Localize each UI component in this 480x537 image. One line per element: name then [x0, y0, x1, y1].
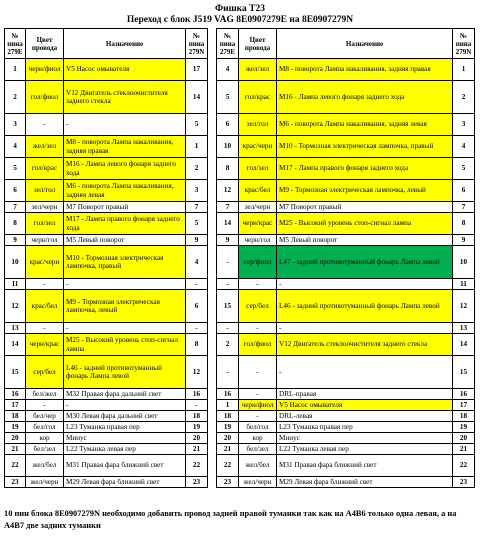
table-row [5, 235, 475, 246]
pin-279n-cell-right: 5 [453, 158, 475, 180]
pin-279n-cell-right: 1 [453, 59, 475, 81]
pin-279e-cell-right: - [217, 323, 239, 334]
wire-color-cell-right: гол/крас [239, 81, 277, 114]
pin-279n-cell: 18 [186, 411, 208, 422]
purpose-cell-right: Минус [277, 433, 453, 444]
purpose-cell-right: M6 - поворота Лампа накаливания, задняя левая [277, 114, 453, 136]
table-row [5, 477, 475, 488]
pin-279n-cell-right: 3 [453, 114, 475, 136]
purpose-cell: M25 - Высокий уровень стоп-сигнал лампа [64, 334, 186, 356]
purpose-cell: - [64, 400, 186, 411]
column-gap [208, 433, 217, 444]
wire-color-cell: жел/черн [26, 477, 64, 488]
pin-279e-cell: 13 [5, 323, 26, 334]
purpose-cell-right: DRL-правая [277, 389, 453, 400]
wire-color-cell-right: кор [239, 433, 277, 444]
column-gap [208, 400, 217, 411]
pin-279n-cell: 8 [186, 334, 208, 356]
header-wire-color: Цвет провода [26, 29, 64, 59]
table-header-row [5, 29, 475, 59]
purpose-cell-right: L23 Туманка правая пер [277, 422, 453, 433]
pin-279n-cell-right: 15 [453, 356, 475, 389]
wire-color-cell: жел/зел [26, 136, 64, 158]
pin-279n-cell-right: 2 [453, 81, 475, 114]
purpose-cell: - [64, 323, 186, 334]
header-pin-279e: № пина 279E [5, 29, 26, 59]
column-gap [208, 444, 217, 455]
table-row [5, 114, 475, 136]
table-row [5, 202, 475, 213]
pin-279n-cell: 14 [186, 81, 208, 114]
pin-279e-cell-right: 6 [217, 114, 239, 136]
wire-color-cell: кор [26, 433, 64, 444]
purpose-cell-right: V5 Насос омывателя [277, 400, 453, 411]
pin-279n-cell-right: 7 [453, 202, 475, 213]
pin-279e-cell: 9 [5, 235, 26, 246]
wire-color-cell-right: - [239, 323, 277, 334]
pin-279n-cell-right: 21 [453, 444, 475, 455]
wire-color-cell: зел/гол [26, 180, 64, 202]
table-row [5, 213, 475, 235]
header-purpose-right: Назначение [277, 29, 453, 59]
wire-color-cell-right: сер/бел [239, 290, 277, 323]
wire-color-cell-right: крас/черн [239, 136, 277, 158]
table-row [5, 433, 475, 444]
purpose-cell: M29 Левая фара ближний свет [64, 477, 186, 488]
wire-color-cell-right: - [239, 356, 277, 389]
purpose-cell-right: - [277, 356, 453, 389]
pin-279e-cell: 22 [5, 455, 26, 477]
table-row [5, 455, 475, 477]
purpose-cell-right: M16 - Лампа левого фонаря заднего хода [277, 81, 453, 114]
purpose-cell: M7 Поворот правый [64, 202, 186, 213]
pin-279e-cell: 12 [5, 290, 26, 323]
purpose-cell-right: M17 - Лампа правого фонаря заднего хода [277, 158, 453, 180]
wire-color-cell: - [26, 114, 64, 136]
pin-279e-cell-right: 23 [217, 477, 239, 488]
pin-279n-cell: 17 [186, 59, 208, 81]
table-row [5, 400, 475, 411]
column-gap [208, 213, 217, 235]
wire-color-cell-right: черн/крас [239, 213, 277, 235]
column-gap [208, 422, 217, 433]
pin-279e-cell-right: 15 [217, 290, 239, 323]
wire-color-cell-right: гол/фиол [239, 334, 277, 356]
pin-279n-cell: 1 [186, 136, 208, 158]
wire-color-cell: - [26, 400, 64, 411]
purpose-cell: M9 - Тормозная электрическая лампочка, левый [64, 290, 186, 323]
pin-279n-cell-right: 16 [453, 389, 475, 400]
pin-279e-cell: 19 [5, 422, 26, 433]
column-gap [208, 455, 217, 477]
wire-color-cell-right: жел/зел [239, 59, 277, 81]
wire-color-cell-right: жел/бел [239, 455, 277, 477]
header-purpose: Назначение [64, 29, 186, 59]
wire-color-cell: бел/зел [26, 444, 64, 455]
purpose-cell: M6 - поворота Лампа накаливания, задняя левая [64, 180, 186, 202]
wire-color-cell: черн/гол [26, 235, 64, 246]
pin-279n-cell-right: 4 [453, 136, 475, 158]
wire-color-cell-right: черн/гол [239, 235, 277, 246]
purpose-cell-right: - [277, 323, 453, 334]
purpose-cell-right: V12 Двигатель стеклоочистителя заднего стекла [277, 334, 453, 356]
pin-279n-cell: 21 [186, 444, 208, 455]
pin-279e-cell-right: 12 [217, 180, 239, 202]
purpose-cell-right: M29 Левая фара ближний свет [277, 477, 453, 488]
purpose-cell-right: M25 - Высокий уровень стоп-сигнал лампа [277, 213, 453, 235]
pin-279e-cell-right: 4 [217, 59, 239, 81]
pin-279n-cell-right: 13 [453, 323, 475, 334]
wire-color-cell-right: зел/черн [239, 202, 277, 213]
purpose-cell-right: M8 - поворота Лампа накаливания, задняя правая [277, 59, 453, 81]
wire-color-cell: гол/зел [26, 213, 64, 235]
pin-279e-cell-right: 9 [217, 235, 239, 246]
pin-279n-cell-right: 12 [453, 290, 475, 323]
pin-279n-cell: 2 [186, 158, 208, 180]
wire-color-cell-right: бел/гол [239, 422, 277, 433]
wire-color-cell-right: зел/гол [239, 114, 277, 136]
purpose-cell: - [64, 114, 186, 136]
wire-color-cell: бел/жел [26, 389, 64, 400]
wire-color-cell: бел/гол [26, 422, 64, 433]
column-gap [208, 411, 217, 422]
pin-279n-cell: 4 [186, 246, 208, 279]
purpose-cell-right: M5 Левый поворот [277, 235, 453, 246]
pin-279n-cell: 22 [186, 455, 208, 477]
column-gap [208, 235, 217, 246]
pin-279e-cell-right: 2 [217, 334, 239, 356]
wire-color-cell-right: - [239, 279, 277, 290]
wire-color-cell-right: черн/фиол [239, 400, 277, 411]
pin-279n-cell: 9 [186, 235, 208, 246]
pin-279e-cell-right: - [217, 246, 239, 279]
pin-279e-cell-right: 1 [217, 400, 239, 411]
purpose-cell-right: L22 Туманка левая пер [277, 444, 453, 455]
purpose-cell-right: M7 Поворот правый [277, 202, 453, 213]
pin-279n-cell-right: 10 [453, 246, 475, 279]
wire-color-cell: бел/чер [26, 411, 64, 422]
purpose-cell: V12 Двигатель стеклоочистителя заднего стекла [64, 81, 186, 114]
title-line-1: Фишка T23 [215, 4, 265, 14]
pin-279e-cell-right: 22 [217, 455, 239, 477]
wire-color-cell: гол/крас [26, 158, 64, 180]
wire-color-cell: - [26, 323, 64, 334]
table-row [5, 422, 475, 433]
purpose-cell: L46 - задний противотуманный фонарь Лампа левой [64, 356, 186, 389]
table-row [5, 323, 475, 334]
column-gap [208, 477, 217, 488]
pin-279e-cell-right: 8 [217, 158, 239, 180]
wire-color-cell-right: бел/зел [239, 444, 277, 455]
pin-279e-cell: 17 [5, 400, 26, 411]
pin-279e-cell: 8 [5, 213, 26, 235]
pin-279n-cell: - [186, 323, 208, 334]
pin-279n-cell-right: 6 [453, 180, 475, 202]
pin-279n-cell: 6 [186, 290, 208, 323]
column-gap [208, 279, 217, 290]
pin-279n-cell: - [186, 279, 208, 290]
table-row [5, 356, 475, 389]
wire-color-cell: черн/фиол [26, 59, 64, 81]
pin-279e-cell: 2 [5, 81, 26, 114]
purpose-cell: M10 - Тормозная электрическая лампочка, правый [64, 246, 186, 279]
purpose-cell-right: - [277, 279, 453, 290]
pin-279e-cell: 11 [5, 279, 26, 290]
pin-279e-cell: 15 [5, 356, 26, 389]
table-row [5, 389, 475, 400]
column-gap [208, 29, 217, 59]
pin-279e-cell: 14 [5, 334, 26, 356]
purpose-cell: L23 Туманка правая пер [64, 422, 186, 433]
pin-279n-cell-right: 14 [453, 334, 475, 356]
purpose-cell: L22 Туманка левая пер [64, 444, 186, 455]
pin-279e-cell-right: 7 [217, 202, 239, 213]
column-gap [208, 81, 217, 114]
pin-279n-cell: 7 [186, 202, 208, 213]
purpose-cell: M17 - Лампа правого фонаря заднего хода [64, 213, 186, 235]
pin-279e-cell-right: 19 [217, 422, 239, 433]
purpose-cell-right: L46 - задний противотуманный фонарь Лампа левой [277, 290, 453, 323]
pin-279e-cell-right: 20 [217, 433, 239, 444]
purpose-cell-right: L47 - задний противотуманный фонарь Лампа левой [277, 246, 453, 279]
purpose-cell: M8 - поворота Лампа накаливания, задняя правая [64, 136, 186, 158]
column-gap [208, 356, 217, 389]
pin-279n-cell-right: 23 [453, 477, 475, 488]
wire-color-cell-right: жел/черн [239, 477, 277, 488]
pin-279e-cell: 16 [5, 389, 26, 400]
pin-279n-cell: 5 [186, 213, 208, 235]
column-gap [208, 389, 217, 400]
wire-color-cell-right: - [239, 389, 277, 400]
pin-279n-cell-right: 8 [453, 213, 475, 235]
pin-279n-cell: 23 [186, 477, 208, 488]
purpose-cell-right: M9 - Тормозная электрическая лампочка, левый [277, 180, 453, 202]
wire-color-cell: гол/фиол [26, 81, 64, 114]
header-wire-color-right: Цвет провода [239, 29, 277, 59]
header-pin-279e-right: № пина 279E [217, 29, 239, 59]
pin-279n-cell: - [186, 400, 208, 411]
purpose-cell-right: M31 Правая фара ближний свет [277, 455, 453, 477]
pin-279n-cell-right: 9 [453, 235, 475, 246]
pin-279e-cell: 10 [5, 246, 26, 279]
table-row [5, 136, 475, 158]
purpose-cell: V5 Насос омывателя [64, 59, 186, 81]
wire-color-cell-right: гол/зел [239, 158, 277, 180]
table-row [5, 246, 475, 279]
pin-279n-cell-right: 17 [453, 400, 475, 411]
purpose-cell: M32 Правая фара дальний свет [64, 389, 186, 400]
pin-279e-cell: 23 [5, 477, 26, 488]
column-gap [208, 290, 217, 323]
purpose-cell-right: DRL-левая [277, 411, 453, 422]
wire-color-cell: зел/черн [26, 202, 64, 213]
column-gap [208, 136, 217, 158]
purpose-cell: - [64, 279, 186, 290]
pin-279n-cell-right: 11 [453, 279, 475, 290]
table-row [5, 279, 475, 290]
purpose-cell: M16 - Лампа левого фонаря заднего хода [64, 158, 186, 180]
pinout-table [4, 28, 475, 488]
table-row [5, 158, 475, 180]
pin-279e-cell: 6 [5, 180, 26, 202]
pin-279e-cell-right: - [217, 356, 239, 389]
pin-279n-cell: 3 [186, 180, 208, 202]
wire-color-cell-right: - [239, 411, 277, 422]
column-gap [208, 158, 217, 180]
pin-279n-cell-right: 19 [453, 422, 475, 433]
table-row [5, 81, 475, 114]
pin-279n-cell-right: 20 [453, 433, 475, 444]
pin-279e-cell-right: 18 [217, 411, 239, 422]
table-row [5, 59, 475, 81]
pin-279n-cell: 20 [186, 433, 208, 444]
wire-color-cell: - [26, 279, 64, 290]
footnote: 10 пин блока 8E0907279N необходимо добавить провод задней правой туманки так как на A4B6 только одна левая, а на A4B7 две задних туманки [4, 509, 457, 530]
pin-279n-cell: 12 [186, 356, 208, 389]
purpose-cell: M30 Левая фара дальний свет [64, 411, 186, 422]
pin-279e-cell: 4 [5, 136, 26, 158]
table-row [5, 444, 475, 455]
pin-279e-cell-right: 14 [217, 213, 239, 235]
pin-279e-cell-right: 16 [217, 389, 239, 400]
header-pin-279n: № пина 279N [186, 29, 208, 59]
pin-279n-cell: 5 [186, 114, 208, 136]
column-gap [208, 114, 217, 136]
pin-279e-cell-right: - [217, 279, 239, 290]
column-gap [208, 202, 217, 213]
pin-279e-cell: 1 [5, 59, 26, 81]
header-pin-279n-right: № пина 279N [453, 29, 475, 59]
wire-color-cell-right: сер/фиол [239, 246, 277, 279]
pin-279n-cell: 19 [186, 422, 208, 433]
table-row [5, 334, 475, 356]
pin-279e-cell: 5 [5, 158, 26, 180]
column-gap [208, 334, 217, 356]
table-row [5, 290, 475, 323]
pin-279e-cell: 7 [5, 202, 26, 213]
table-row [5, 180, 475, 202]
wire-color-cell: крас/бел [26, 290, 64, 323]
purpose-cell: M31 Правая фара ближний свет [64, 455, 186, 477]
wire-color-cell: сер/бел [26, 356, 64, 389]
purpose-cell-right: M10 - Тормозная электрическая лампочка, правый [277, 136, 453, 158]
pin-279e-cell: 21 [5, 444, 26, 455]
wire-color-cell-right: крас/бел [239, 180, 277, 202]
column-gap [208, 323, 217, 334]
pin-279n-cell-right: 22 [453, 455, 475, 477]
pin-279e-cell: 20 [5, 433, 26, 444]
pin-279e-cell: 3 [5, 114, 26, 136]
table-row [5, 411, 475, 422]
purpose-cell: M5 Левый поворот [64, 235, 186, 246]
document-title [0, 4, 480, 26]
wire-color-cell: жел/бел [26, 455, 64, 477]
column-gap [208, 59, 217, 81]
pin-279e-cell: 18 [5, 411, 26, 422]
wire-color-cell: крас/черн [26, 246, 64, 279]
title-line-2: Переход с блок J519 VAG 8E0907279E на 8E0907279N [126, 15, 354, 25]
column-gap [208, 180, 217, 202]
wire-color-cell: черн/крас [26, 334, 64, 356]
pin-279e-cell-right: 21 [217, 444, 239, 455]
pin-279e-cell-right: 10 [217, 136, 239, 158]
purpose-cell: Минус [64, 433, 186, 444]
column-gap [208, 246, 217, 279]
pin-279n-cell: 16 [186, 389, 208, 400]
pin-279e-cell-right: 5 [217, 81, 239, 114]
pin-279n-cell-right: 18 [453, 411, 475, 422]
